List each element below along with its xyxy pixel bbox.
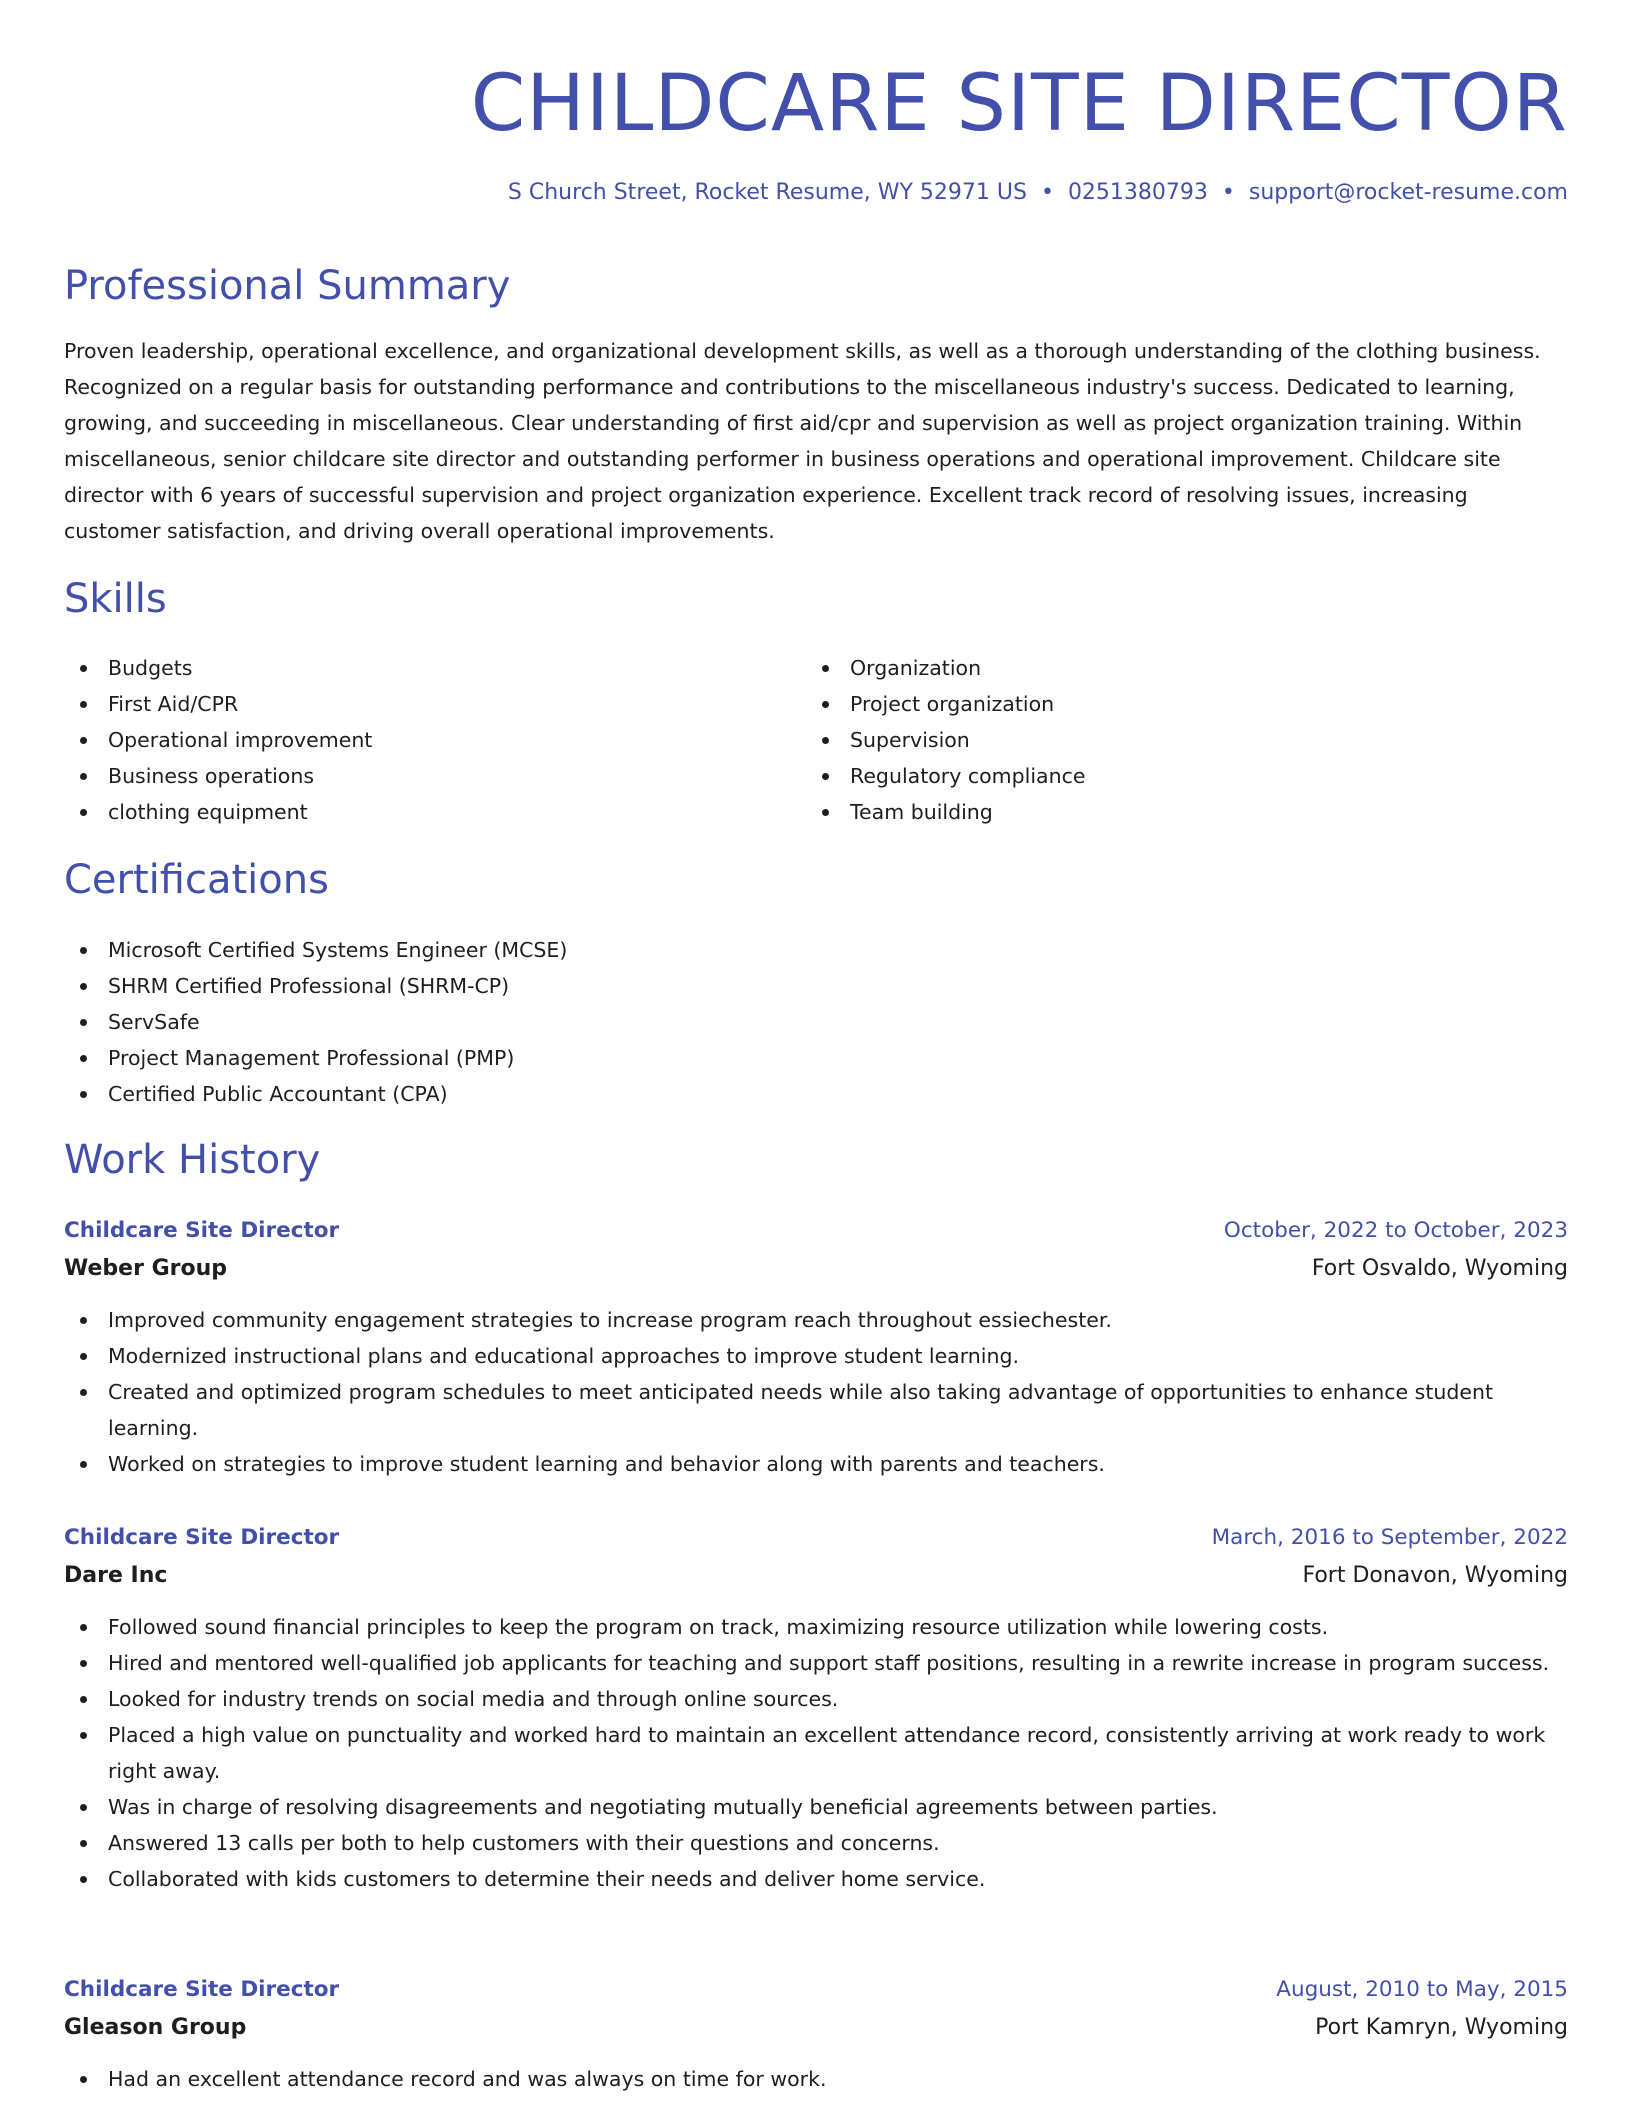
job-company-row — [64, 2009, 1568, 2047]
certification-item: Microsoft Certified Systems Engineer (MCSE) — [64, 932, 1568, 968]
job-title: Childcare Site Director — [64, 1525, 340, 1550]
skill-item: Organization — [806, 650, 1506, 686]
job-bullet: Answered 13 calls per both to help customers with their questions and concerns. — [64, 1825, 1568, 1861]
job-bullet: Collaborated with kids customers to determine their needs and deliver home service. — [64, 1861, 1568, 1897]
skills-list-left — [64, 650, 764, 830]
contact-separator: • — [1040, 180, 1054, 205]
certification-item: Certified Public Accountant (CPA) — [64, 1076, 1568, 1112]
job-dates: March, 2016 to September, 2022 — [1211, 1525, 1568, 1550]
skill-item: clothing equipment — [64, 794, 764, 830]
section-title-summary: Professional Summary — [64, 263, 511, 309]
job-entry — [64, 1971, 1568, 2097]
job-company: Weber Group — [64, 1256, 228, 1281]
job-dates: October, 2022 to October, 2023 — [1223, 1218, 1568, 1243]
job-entry — [64, 1212, 1568, 1482]
job-company: Gleason Group — [64, 2015, 247, 2040]
job-company-row — [64, 1557, 1568, 1595]
skill-item: Business operations — [64, 758, 764, 794]
certifications-list — [64, 932, 1568, 1112]
job-location: Fort Donavon, Wyoming — [1302, 1563, 1568, 1588]
skill-item: Project organization — [806, 686, 1506, 722]
job-bullet: Had an excellent attendance record and was always on time for work. — [64, 2061, 1568, 2097]
job-bullet: Placed a high value on punctuality and worked hard to maintain an excellent attendance record, consistently arriving at work ready to work right away. — [64, 1717, 1568, 1789]
job-location: Fort Osvaldo, Wyoming — [1311, 1256, 1568, 1281]
job-company: Dare Inc — [64, 1563, 168, 1588]
job-bullets — [64, 1609, 1568, 1897]
job-location: Port Kamryn, Wyoming — [1315, 2015, 1568, 2040]
job-header-row — [64, 1212, 1568, 1250]
candidate-name: CHILDCARE SITE DIRECTOR — [470, 59, 1568, 149]
skills-list-right — [806, 650, 1506, 830]
job-company-row — [64, 1250, 1568, 1288]
job-bullets — [64, 2061, 1568, 2097]
resume-page — [64, 0, 1568, 2091]
job-entry — [64, 1519, 1568, 1897]
job-bullet: Was in charge of resolving disagreements and negotiating mutually beneficial agreements between parties. — [64, 1789, 1568, 1825]
job-bullets — [64, 1302, 1568, 1482]
job-bullet: Created and optimized program schedules to meet anticipated needs while also taking advantage of opportunities to enhance student learning. — [64, 1374, 1568, 1446]
job-bullet: Modernized instructional plans and educational approaches to improve student learning. — [64, 1338, 1568, 1374]
job-bullet: Worked on strategies to improve student learning and behavior along with parents and teachers. — [64, 1446, 1568, 1482]
job-bullet: Hired and mentored well-qualified job applicants for teaching and support staff positions, resulting in a rewrite increase in program success. — [64, 1645, 1568, 1681]
contact-phone: 0251380793 — [1067, 180, 1208, 205]
skill-item: Supervision — [806, 722, 1506, 758]
job-bullet: Looked for industry trends on social media and through online sources. — [64, 1681, 1568, 1717]
job-dates: August, 2010 to May, 2015 — [1276, 1977, 1568, 2002]
contact-separator: • — [1221, 180, 1235, 205]
job-bullet: Improved community engagement strategies to increase program reach throughout essiechester. — [64, 1302, 1568, 1338]
job-header-row — [64, 1519, 1568, 1557]
section-title-certifications: Certifications — [64, 857, 329, 903]
job-title: Childcare Site Director — [64, 1218, 340, 1243]
contact-line — [508, 178, 1568, 208]
contact-email[interactable]: support@rocket-resume.com — [1248, 180, 1568, 205]
job-title: Childcare Site Director — [64, 1977, 340, 2002]
certification-item: ServSafe — [64, 1004, 1568, 1040]
skill-item: Budgets — [64, 650, 764, 686]
skill-item: First Aid/CPR — [64, 686, 764, 722]
section-title-skills: Skills — [64, 576, 167, 622]
certification-item: Project Management Professional (PMP) — [64, 1040, 1568, 1076]
job-bullet: Followed sound financial principles to keep the program on track, maximizing resource utilization while lowering costs. — [64, 1609, 1568, 1645]
skill-item: Operational improvement — [64, 722, 764, 758]
skill-item: Team building — [806, 794, 1506, 830]
certification-item: SHRM Certified Professional (SHRM-CP) — [64, 968, 1568, 1004]
job-header-row — [64, 1971, 1568, 2009]
contact-address: S Church Street, Rocket Resume, WY 52971 US — [507, 180, 1027, 205]
summary-text: Proven leadership, operational excellence, and organizational development skills, as well as a thorough understanding of the clothing business. Recognized on a regular basis for outstanding performance and contributions to the miscellaneous industry's success. Dedicated to learning, growing, and succeeding in miscellaneous. Clear understanding of first aid/cpr and supervision as well as project organization training. Within miscellaneous, senior childcare site director and outstanding performer in business operations and operational improvement. Childcare site director with 6 years of successful supervision and project organization experience. Excellent track record of resolving issues, increasing customer satisfaction, and driving overall operational improvements. — [64, 339, 1541, 543]
skill-item: Regulatory compliance — [806, 758, 1506, 794]
section-title-work-history: Work History — [64, 1137, 321, 1183]
